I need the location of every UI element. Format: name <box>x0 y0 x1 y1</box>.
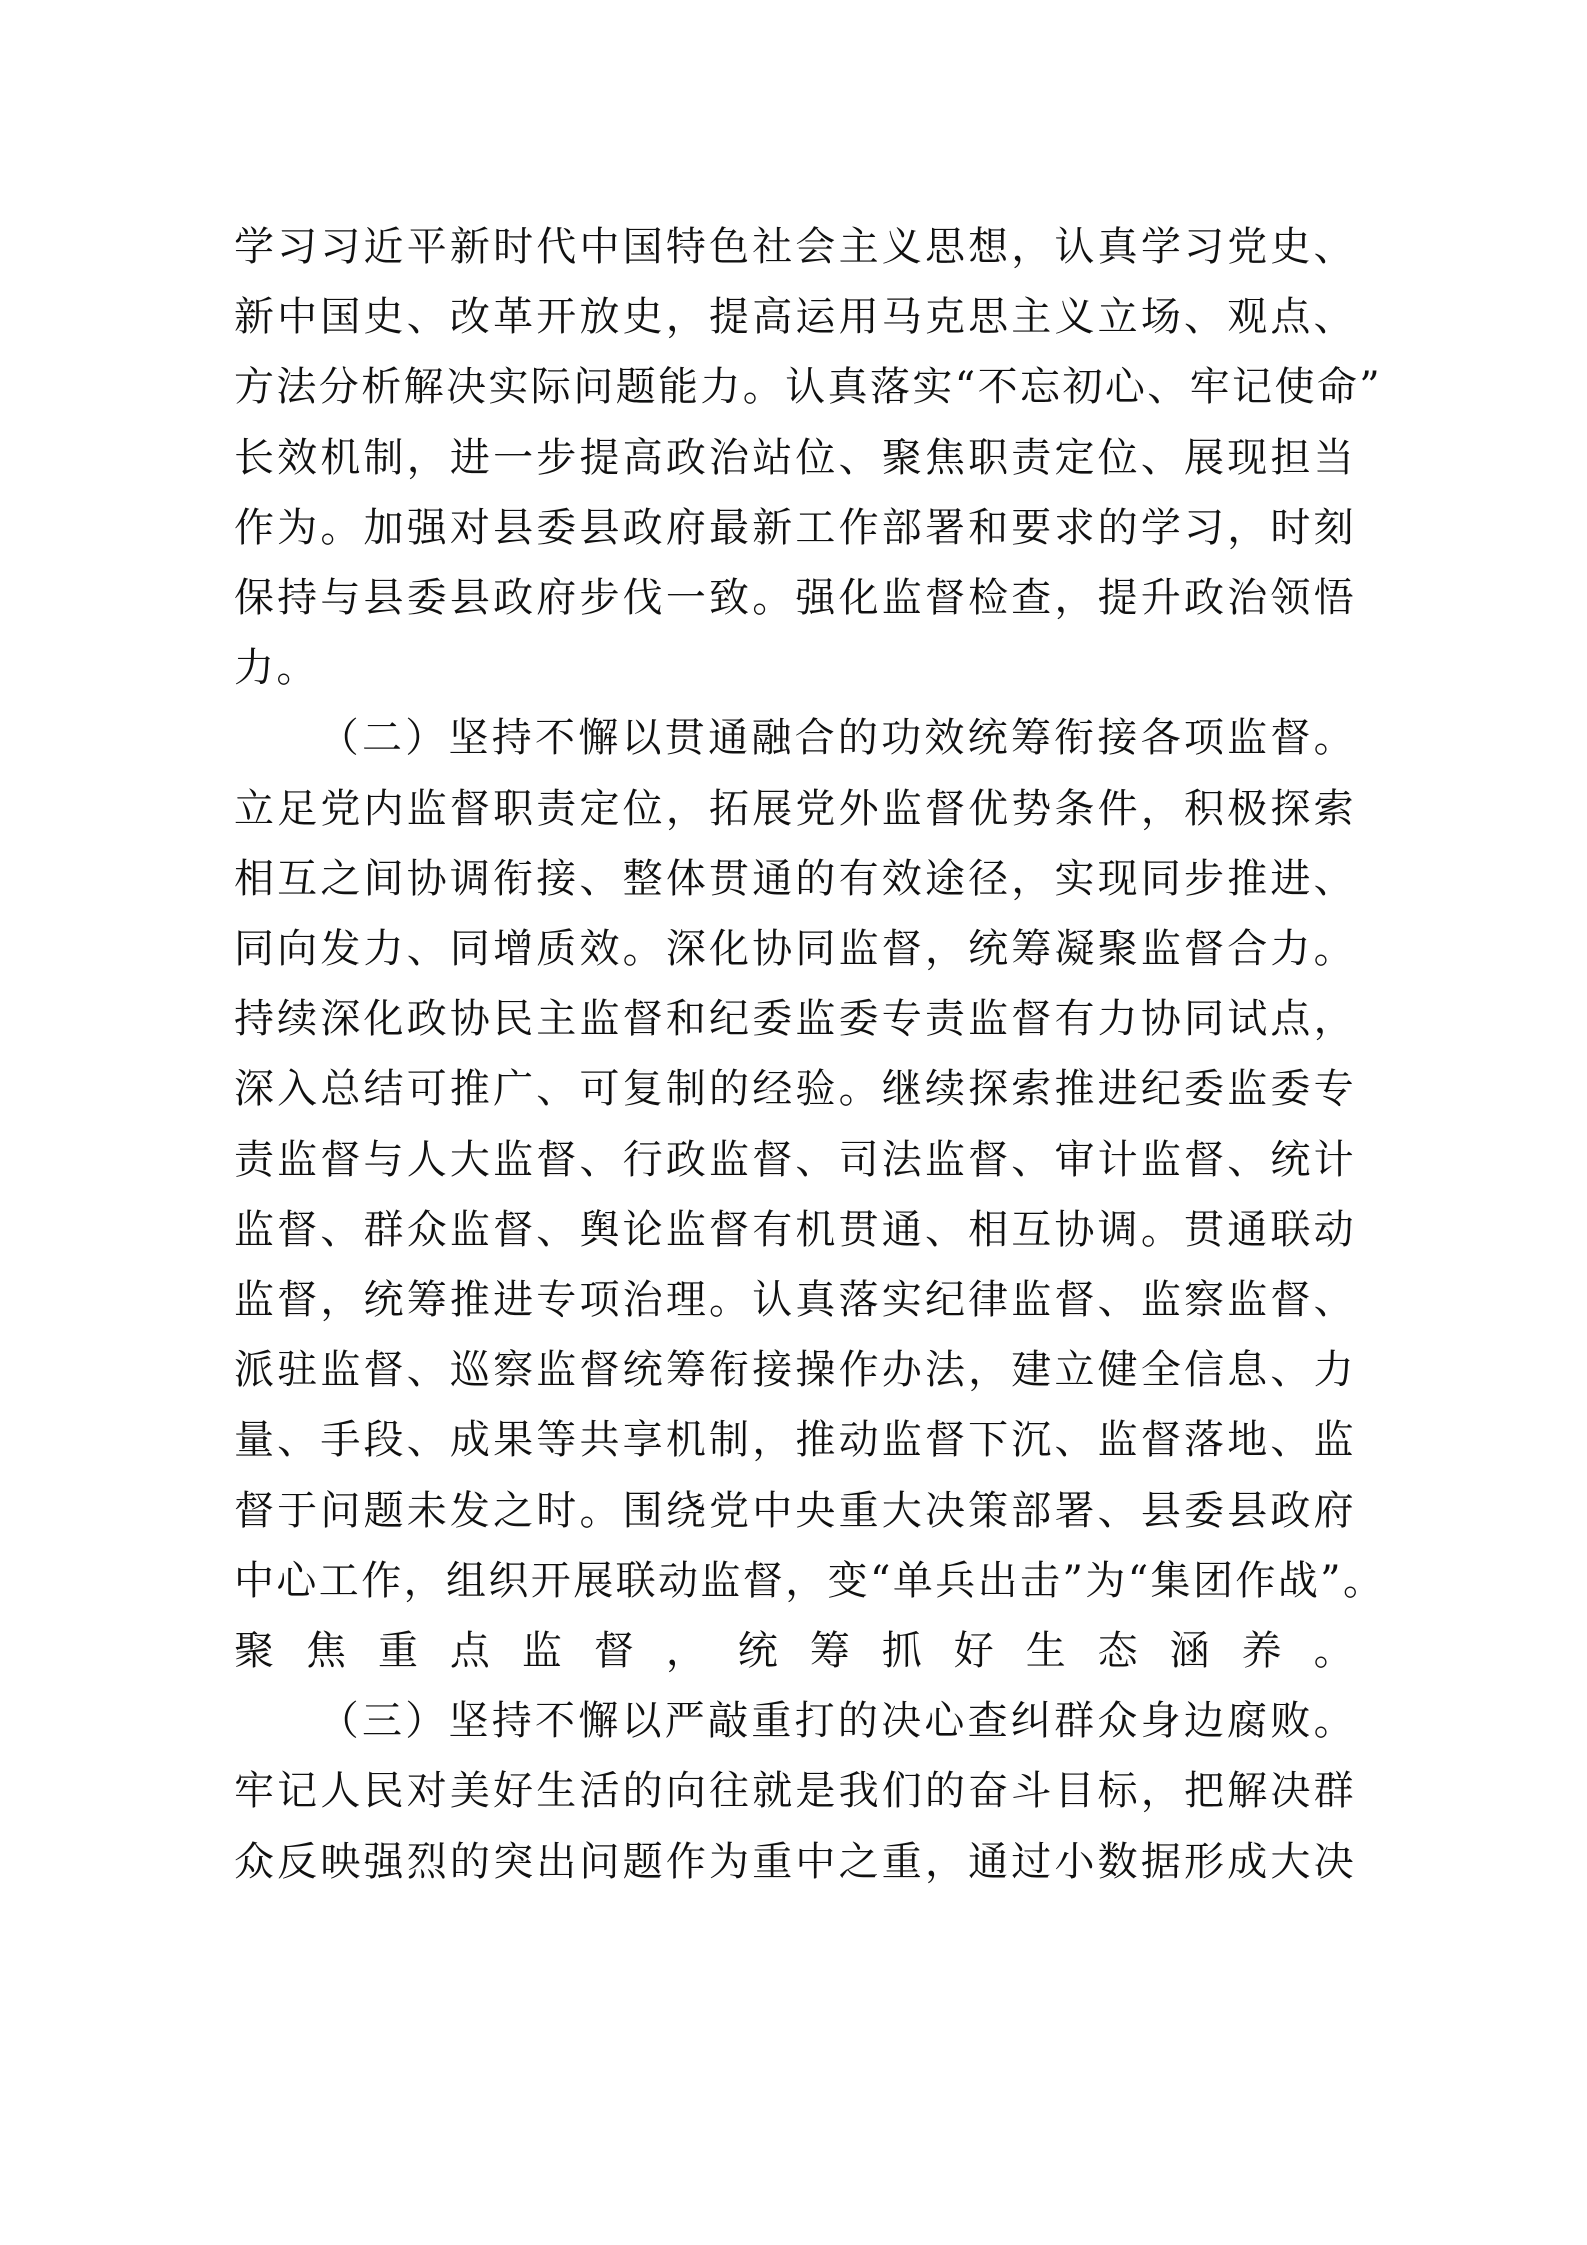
paragraph-3 <box>234 1686 1356 1897</box>
text-line: 立足党内监督职责定位，拓展党外监督优势条件，积极探索 <box>234 785 1356 832</box>
paragraph-2 <box>234 703 1386 1686</box>
text-line: 中心工作，组织开展联动监督，变“单兵出击”为“集团作战”。 <box>234 1557 1386 1604</box>
text-line: 监督，统筹推进专项治理。认真落实纪律监督、监察监督、 <box>234 1277 1356 1324</box>
text-line: 深入总结可推广、可复制的经验。继续探索推进纪委监委专 <box>234 1066 1356 1113</box>
paragraph-1 <box>234 212 1383 703</box>
text-line: 保持与县委县政府步伐一致。强化监督检查，提升政治领悟 <box>234 575 1356 622</box>
text-line: 力。 <box>234 645 319 692</box>
text-line: 持续深化政协民主监督和纪委监委专责监督有力协同试点， <box>234 996 1356 1043</box>
text-line: 牢记人民对美好生活的向往就是我们的奋斗目标，把解决群 <box>234 1768 1356 1815</box>
text-line: 聚焦重点监督，统筹抓好生态涵养。 <box>234 1628 1356 1675</box>
text-line: 新中国史、改革开放史，提高运用马克思主义立场、观点、 <box>234 294 1356 341</box>
body-text <box>234 212 1386 1897</box>
text-line: 作为。加强对县委县政府最新工作部署和要求的学习，时刻 <box>234 504 1356 551</box>
text-line: 众反映强烈的突出问题作为重中之重，通过小数据形成大决 <box>234 1838 1356 1885</box>
section-heading-line: （二）坚持不懈以贯通融合的功效统筹衔接各项监督。 <box>318 715 1356 762</box>
text-line: 量、手段、成果等共享机制，推动监督下沉、监督落地、监 <box>234 1417 1356 1464</box>
text-line: 长效机制，进一步提高政治站位、聚焦职责定位、展现担当 <box>234 434 1356 481</box>
text-line: 相互之间协调衔接、整体贯通的有效途径，实现同步推进、 <box>234 855 1356 902</box>
text-line: 责监督与人大监督、行政监督、司法监督、审计监督、统计 <box>234 1136 1356 1183</box>
text-line: 督于问题未发之时。围绕党中央重大决策部署、县委县政府 <box>234 1487 1356 1534</box>
text-line: 学习习近平新时代中国特色社会主义思想，认真学习党史、 <box>234 224 1356 270</box>
section-heading-line: （三）坚持不懈以严敲重打的决心查纠群众身边腐败。 <box>318 1698 1356 1745</box>
text-line: 方法分析解决实际问题能力。认真落实“不忘初心、牢记使命” <box>234 364 1383 411</box>
text-line: 监督、群众监督、舆论监督有机贯通、相互协调。贯通联动 <box>234 1206 1356 1253</box>
text-line: 同向发力、同增质效。深化协同监督，统筹凝聚监督合力。 <box>234 926 1356 973</box>
text-line: 派驻监督、巡察监督统筹衔接操作办法，建立健全信息、力 <box>234 1347 1356 1394</box>
